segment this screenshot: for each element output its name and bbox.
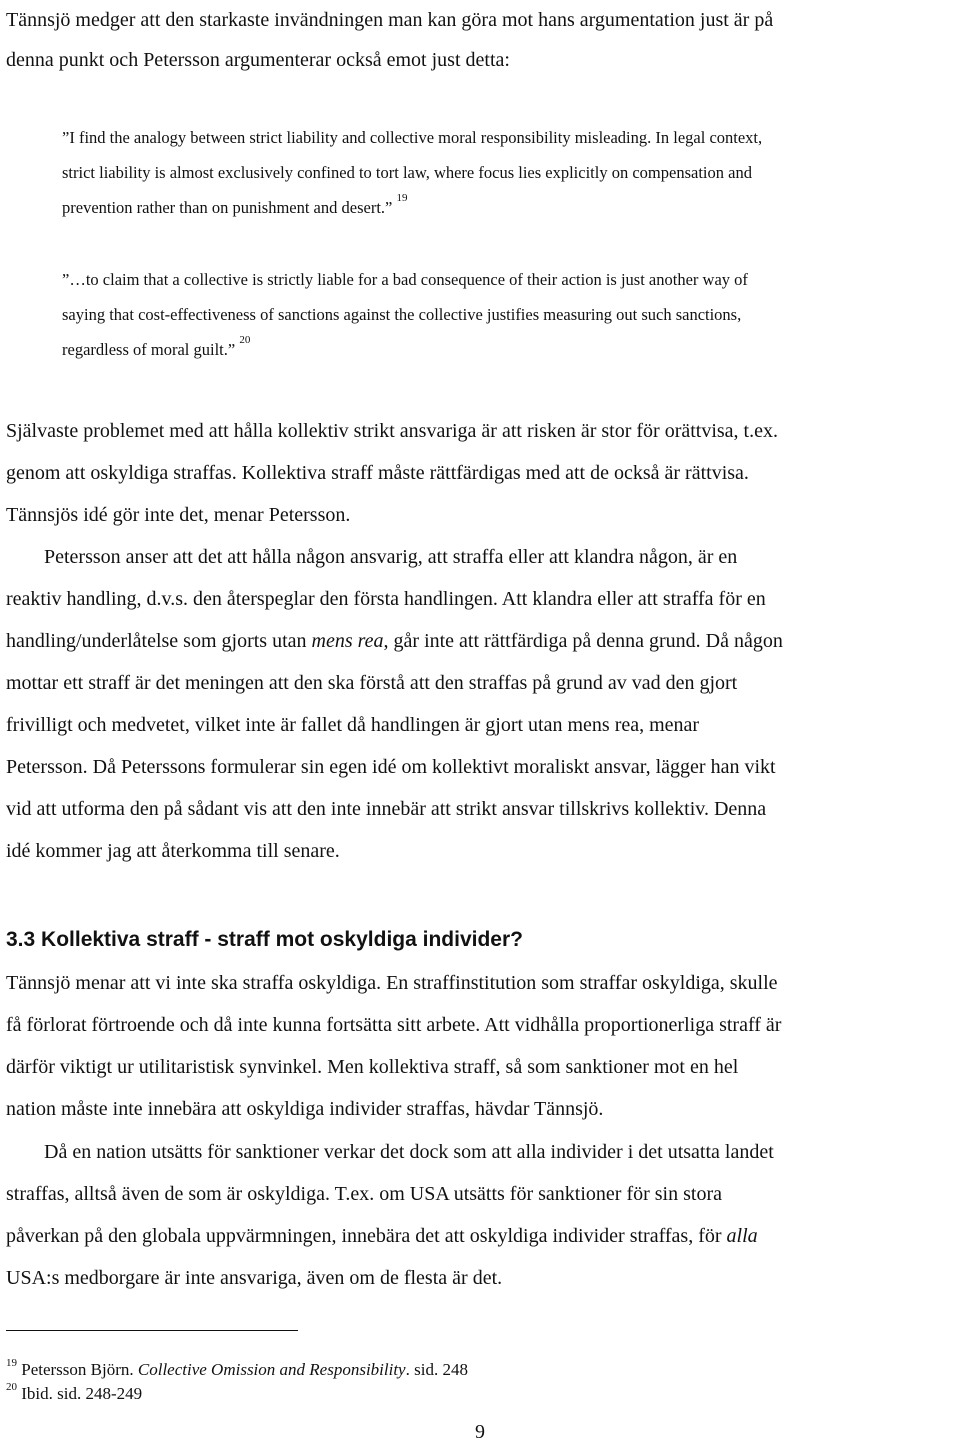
section-heading: 3.3 Kollektiva straff - straff mot oskyldiga individer?: [6, 928, 523, 951]
intro-paragraph: [6, 0, 956, 80]
footnote-20: [6, 1382, 468, 1406]
block-quote-1: [62, 120, 932, 225]
footnote-ref: 20: [239, 334, 251, 346]
intro-line: Tännsjö medger att den starkaste invändningen man kan göra mot hans argumentation just är på: [6, 9, 774, 31]
paragraph-line: nation måste inte innebära att oskyldiga individer straffas, hävdar Tännsjö.: [6, 1098, 604, 1120]
paragraph-line: Tännsjös idé gör inte det, menar Petersson.: [6, 504, 351, 526]
paragraph-2: [6, 536, 956, 872]
italic-term: alla: [726, 1225, 758, 1247]
paragraph-line: mottar ett straff är det meningen att den ska förstå att den straffas på grund av vad den gjort: [6, 672, 738, 694]
quote-text: prevention rather than on punishment and desert.”: [62, 198, 393, 217]
quote-line: ”I find the analogy between strict liability and collective moral responsibility misleading. In legal context,: [62, 128, 763, 147]
quote-line: [62, 190, 932, 225]
paragraph-line: Tännsjö menar att vi inte ska straffa oskyldiga. En straffinstitution som straffar oskyldiga, skulle: [6, 972, 778, 994]
page-number: 9: [475, 1421, 485, 1443]
footnote-number: 19: [6, 1357, 17, 1369]
paragraph-1: [6, 410, 956, 536]
quote-text: regardless of moral guilt.”: [62, 340, 236, 359]
block-quote-2: [62, 262, 932, 367]
quote-line: ”…to claim that a collective is strictly liable for a bad consequence of their action is just another way of: [62, 270, 748, 289]
paragraph-line: USA:s medborgare är inte ansvariga, även om de flesta är det.: [6, 1267, 503, 1289]
paragraph-line: reaktiv handling, d.v.s. den återspeglar den första handlingen. Att klandra eller att straffa för en: [6, 588, 766, 610]
footnotes: [6, 1358, 468, 1406]
footnote-number: 20: [6, 1381, 17, 1393]
footnote-text: Ibid. sid. 248-249: [21, 1384, 143, 1403]
paragraph-line: Självaste problemet med att hålla kollektiv strikt ansvariga är att risken är stor för orättvisa, t.ex.: [6, 420, 778, 442]
paragraph-line: Då en nation utsätts för sanktioner verkar det dock som att alla individer i det utsatta landet: [44, 1141, 774, 1163]
quote-line: strict liability is almost exclusively confined to tort law, where focus lies explicitly on compensation and: [62, 163, 752, 182]
paragraph-line: därför viktigt ur utilitaristisk synvinkel. Men kollektiva straff, så som sanktioner mot en hel: [6, 1056, 739, 1078]
footnote-title: Collective Omission and Responsibility: [137, 1360, 406, 1379]
paragraph-3: [6, 962, 956, 1130]
paragraph-line: straffas, alltså även de som är oskyldiga. T.ex. om USA utsätts för sanktioner för sin stora: [6, 1183, 722, 1205]
text-run: handling/underlåtelse som gjorts utan: [6, 630, 312, 652]
paragraph-line: frivilligt och medvetet, vilket inte är fallet då handlingen är gjort utan mens rea, menar: [6, 714, 700, 736]
footnote-divider: [6, 1330, 298, 1331]
paragraph-line: genom att oskyldiga straffas. Kollektiva straff måste rättfärdigas med att de också är rättvisa.: [6, 462, 749, 484]
intro-line: denna punkt och Petersson argumenterar också emot just detta:: [6, 49, 510, 71]
quote-line: saying that cost-effectiveness of sanctions against the collective justifies measuring out such sanctions,: [62, 305, 742, 324]
paragraph-line: Petersson. Då Peterssons formulerar sin egen idé om kollektivt moraliskt ansvar, lägger han vikt: [6, 756, 776, 778]
paragraph-line: vid att utforma den på sådant vis att den inte innebär att strikt ansvar tillskrivs kollektiv. Denna: [6, 798, 767, 820]
text-run: påverkan på den globala uppvärmningen, innebära det att oskyldiga individer straffas, för: [6, 1225, 727, 1247]
paragraph-line: få förlorat förtroende och då inte kunna fortsätta sitt arbete. Att vidhålla proportionerliga straff är: [6, 1014, 782, 1036]
paragraph-line: [6, 620, 956, 662]
footnote-text: . sid. 248: [405, 1360, 468, 1379]
footnote-19: [6, 1358, 468, 1382]
footnote-ref: 19: [396, 192, 408, 204]
paragraph-line: [6, 1215, 956, 1257]
italic-term: mens rea: [311, 630, 384, 652]
paragraph-4: [6, 1131, 956, 1299]
paragraph-line: Petersson anser att det att hålla någon ansvarig, att straffa eller att klandra någon, är en: [44, 546, 738, 568]
quote-line: [62, 332, 932, 367]
paragraph-line: idé kommer jag att återkomma till senare.: [6, 840, 340, 862]
text-run: , går inte att rättfärdiga på denna grund. Då någon: [383, 630, 783, 652]
footnote-text: Petersson Björn.: [21, 1360, 138, 1379]
